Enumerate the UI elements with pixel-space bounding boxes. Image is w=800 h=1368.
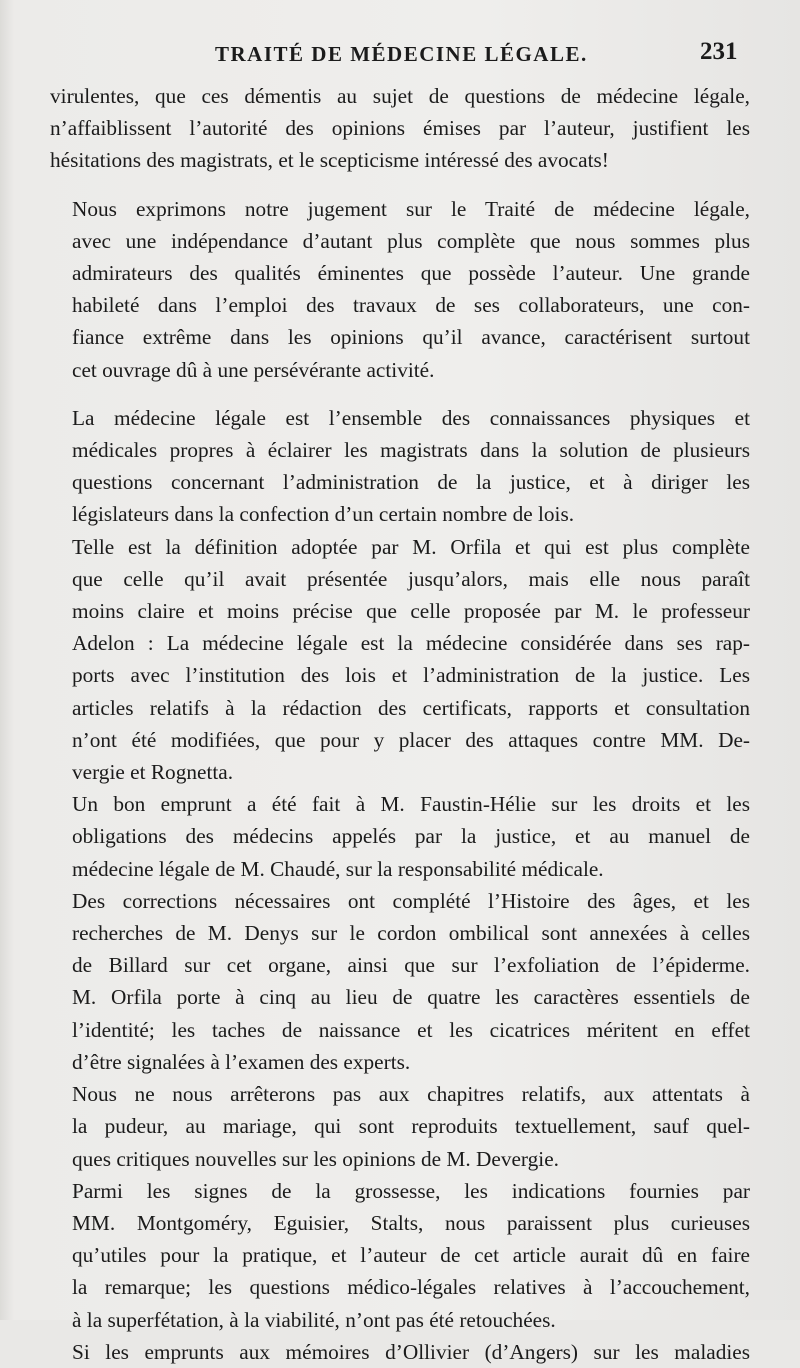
text-line: moins claire et moins précise que celle proposée par M. le professeur <box>72 599 750 624</box>
paragraph <box>50 1336 750 1368</box>
paragraph <box>50 788 750 885</box>
text-line: n’affaiblissent l’autorité des opinions émises par l’auteur, justifient les <box>50 116 750 141</box>
text-line: articles relatifs à la rédaction des certificats, rapports et consultation <box>72 695 750 720</box>
text-line: ques critiques nouvelles sur les opinions de M. Devergie. <box>72 1146 559 1171</box>
text-line: Nous ne nous arrêterons pas aux chapitres relatifs, aux attentats à <box>72 1082 750 1107</box>
paragraph <box>50 1078 750 1175</box>
text-line: questions concernant l’administration de la justice, et à diriger les <box>72 470 750 495</box>
text-line: ports avec l’institution des lois et l’administration de la justice. Les <box>72 663 750 688</box>
text-line: l’identité; les taches de naissance et les cicatrices méritent en effet <box>72 1017 750 1042</box>
body-text <box>50 80 750 1368</box>
text-line: la pudeur, au mariage, qui sont reproduits textuellement, sauf quel- <box>72 1114 750 1139</box>
text-line: recherches de M. Denys sur le cordon ombilical sont annexées à celles <box>72 921 750 946</box>
text-line: législateurs dans la confection d’un certain nombre de lois. <box>72 502 575 527</box>
text-line: cet ouvrage dû à une persévérante activité. <box>72 357 435 382</box>
text-line: Des corrections nécessaires ont complété l’Histoire des âges, et les <box>72 888 750 913</box>
text-line: que celle qu’il avait présentée jusqu’alors, mais elle nous paraît <box>72 566 750 591</box>
page-header <box>0 38 800 72</box>
text-line: habileté dans l’emploi des travaux de ses collaborateurs, une con- <box>72 293 750 318</box>
text-line: Telle est la définition adoptée par M. Orfila et qui est plus complète <box>72 534 750 559</box>
text-line: Si les emprunts aux mémoires d’Ollivier (d’Angers) sur les maladies <box>72 1339 750 1364</box>
text-line: qu’utiles pour la pratique, et l’auteur de cet article aurait dû en faire <box>72 1243 750 1268</box>
text-line: la remarque; les questions médico-légales relatives à l’accouchement, <box>72 1275 750 1300</box>
paragraph <box>50 80 750 177</box>
paragraph <box>50 1175 750 1336</box>
text-line: hésitations des magistrats, et le scepticisme intéressé des avocats! <box>50 148 609 173</box>
paragraph <box>50 402 750 531</box>
text-line: médicales propres à éclairer les magistrats dans la solution de plusieurs <box>72 438 750 463</box>
page-number: 231 <box>700 38 738 65</box>
paragraph <box>50 885 750 1078</box>
text-line: admirateurs des qualités éminentes que possède l’auteur. Une grande <box>72 261 750 286</box>
text-line: La médecine légale est l’ensemble des connaissances physiques et <box>72 405 750 430</box>
text-line: obligations des médecins appelés par la justice, et au manuel de <box>72 824 750 849</box>
text-line: à la superfétation, à la viabilité, n’ont pas été retouchées. <box>72 1307 556 1332</box>
text-line: M. Orfila porte à cinq au lieu de quatre les caractères essentiels de <box>72 985 750 1010</box>
text-line: fiance extrême dans les opinions qu’il avance, caractérisent surtout <box>72 325 750 350</box>
text-line: Parmi les signes de la grossesse, les indications fournies par <box>72 1178 750 1203</box>
text-line: Un bon emprunt a été fait à M. Faustin-Hélie sur les droits et les <box>72 792 750 817</box>
text-line: vergie et Rognetta. <box>72 760 234 785</box>
text-line: n’ont été modifiées, que pour y placer des attaques contre MM. De- <box>72 727 750 752</box>
text-line: d’être signalées à l’examen des experts. <box>72 1049 411 1074</box>
text-line: virulentes, que ces démentis au sujet de questions de médecine légale, <box>50 84 750 108</box>
text-line: Nous exprimons notre jugement sur le Traité de médecine légale, <box>72 196 750 221</box>
text-line: médecine légale de M. Chaudé, sur la responsabilité médicale. <box>72 856 604 881</box>
text-line: avec une indépendance d’autant plus complète que nous sommes plus <box>72 228 750 253</box>
text-line: MM. Montgoméry, Eguisier, Stalts, nous paraissent plus curieuses <box>72 1210 750 1235</box>
paragraph <box>50 193 750 386</box>
text-line: Adelon : La médecine légale est la médecine considérée dans ses rap- <box>72 631 750 656</box>
running-title: TRAITÉ DE MÉDECINE LÉGALE. <box>215 42 588 66</box>
text-line: de Billard sur cet organe, ainsi que sur l’exfoliation de l’épiderme. <box>72 953 750 978</box>
paragraph <box>50 531 750 789</box>
